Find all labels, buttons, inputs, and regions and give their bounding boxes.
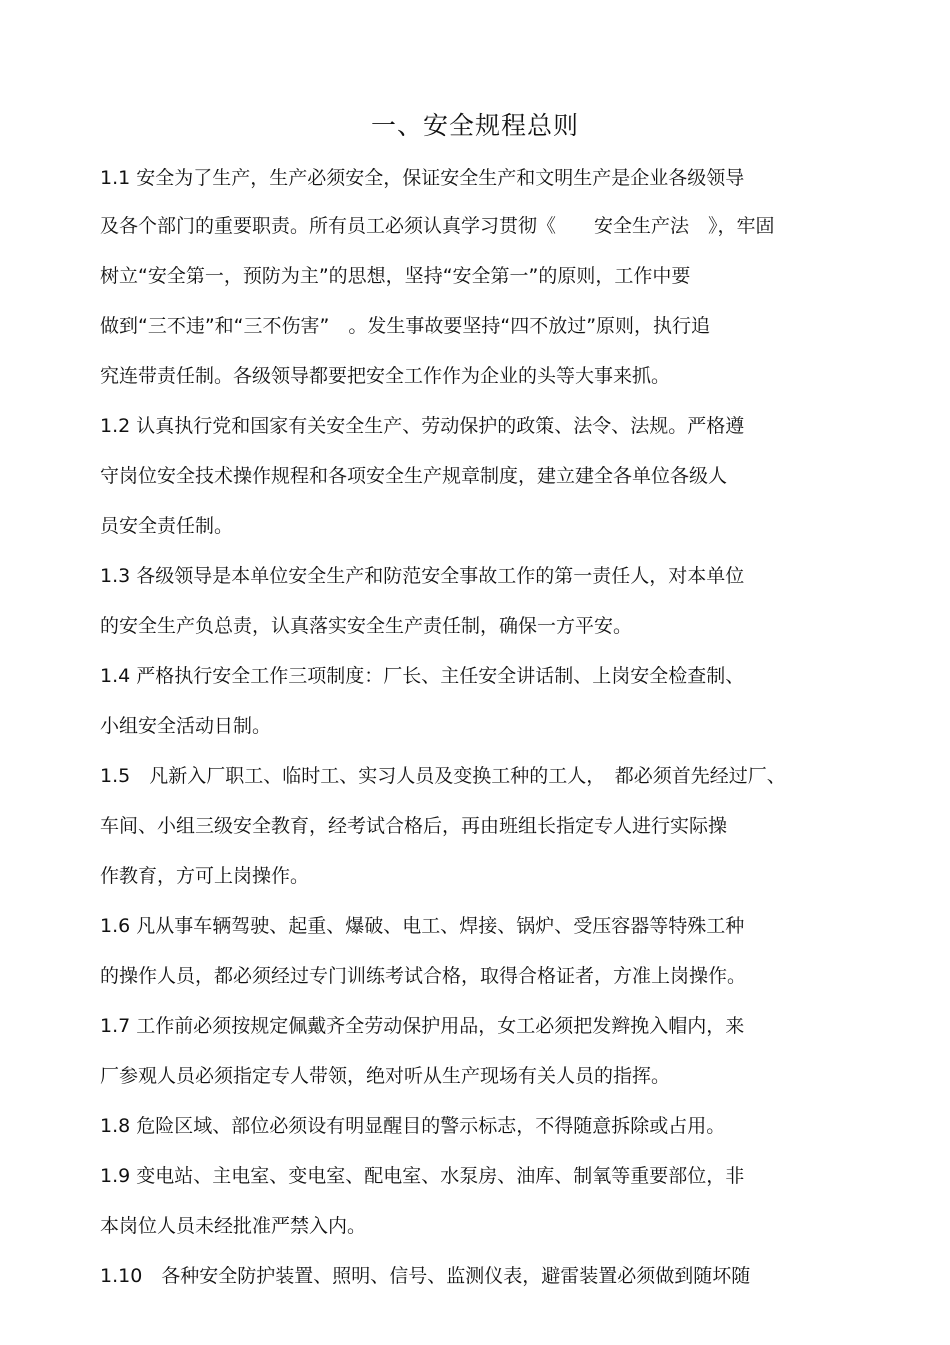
- text-line: 1.3 各级领导是本单位安全生产和防范安全事故工作的第一责任人，对本单位: [100, 565, 745, 587]
- text-line: 本岗位人员未经批准严禁入内。: [100, 1215, 367, 1237]
- text-line: 1.2 认真执行党和国家有关安全生产、劳动保护的政策、法令、法规。严格遵: [100, 415, 745, 437]
- page-title: 一、安全规程总则: [370, 111, 579, 140]
- text-line: 1.9 变电站、主电室、变电室、配电室、水泵房、油库、制氧等重要部位，非: [100, 1165, 745, 1187]
- text-line: 1.7 工作前必须按规定佩戴齐全劳动保护用品，女工必须把发辫挽入帽内，来: [100, 1015, 745, 1037]
- text-line: 厂参观人员必须指定专人带领，绝对听从生产现场有关人员的指挥。: [100, 1065, 671, 1087]
- text-line: 1.8 危险区域、部位必须设有明显醒目的警示标志，不得随意拆除或占用。: [100, 1115, 726, 1137]
- text-line: 究连带责任制。各级领导都要把安全工作作为企业的头等大事来抓。: [100, 365, 671, 387]
- text-line: 1.6 凡从事车辆驾驶、起重、爆破、电工、焊接、锅炉、受压容器等特殊工种: [100, 915, 745, 937]
- text-line: 树立“安全第一，预防为主”的思想，坚持“安全第一”的原则，工作中要: [100, 265, 691, 287]
- text-line: 的安全生产负总责，认真落实安全生产责任制，确保一方平安。: [100, 615, 633, 637]
- text-line: 1.5 凡新入厂职工、临时工、实习人员及变换工种的工人， 都必须首先经过厂、: [100, 765, 786, 787]
- text-line: 作教育，方可上岗操作。: [100, 865, 310, 887]
- text-line: 1.4 严格执行安全工作三项制度：厂长、主任安全讲话制、上岗安全检查制、: [100, 665, 745, 687]
- text-line: 小组安全活动日制。: [100, 715, 272, 737]
- text-line: 及各个部门的重要职责。所有员工必须认真学习贯彻《 安全生产法 》，牢固: [100, 215, 775, 237]
- text-line: 1.1 安全为了生产，生产必须安全，保证安全生产和文明生产是企业各级领导: [100, 167, 745, 189]
- text-line: 做到“三不违”和“三不伤害” 。发生事故要坚持“四不放过”原则，执行追: [100, 315, 711, 337]
- text-line: 守岗位安全技术操作规程和各项安全生产规章制度，建立建全各单位各级人: [100, 465, 728, 487]
- text-line: 员安全责任制。: [100, 515, 234, 537]
- text-line: 1.10 各种安全防护装置、照明、信号、监测仪表，避雷装置必须做到随坏随: [100, 1265, 751, 1287]
- text-line: 车间、小组三级安全教育，经考试合格后，再由班组长指定专人进行实际操: [100, 815, 728, 837]
- text-line: 的操作人员，都必须经过专门训练考试合格，取得合格证者，方准上岗操作。: [100, 965, 747, 987]
